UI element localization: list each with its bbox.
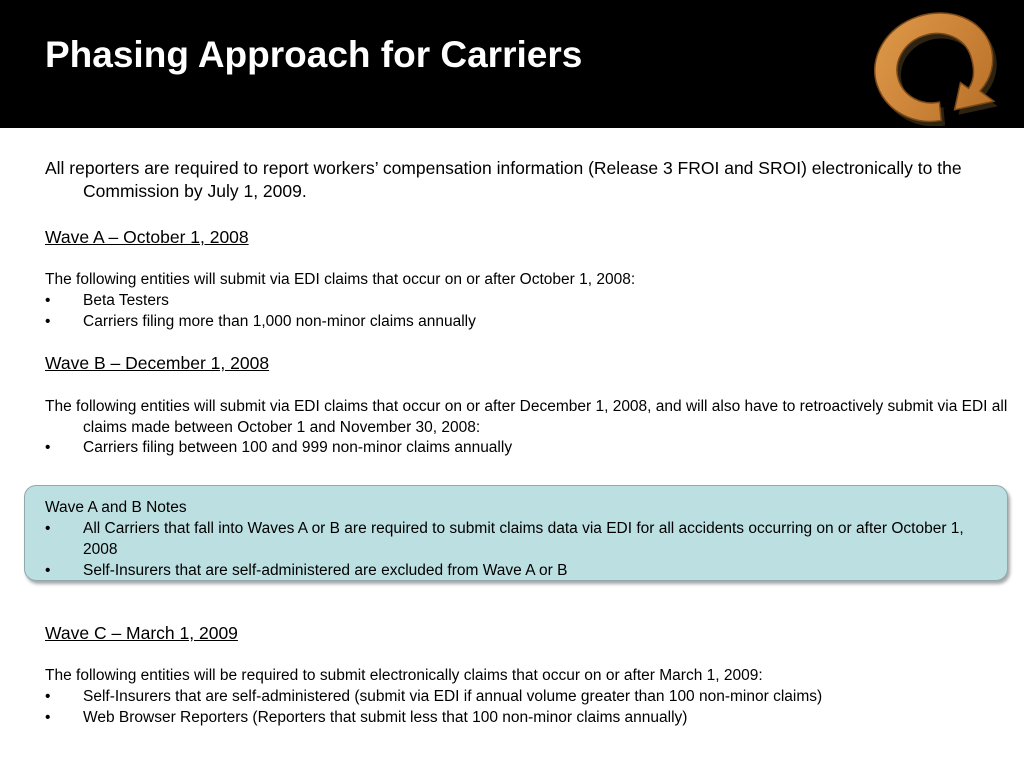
bullet-icon: • — [45, 709, 51, 726]
list-item: Web Browser Reporters (Reporters that submit less that 100 non-minor claims annually) — [83, 709, 688, 726]
wave-c-description: The following entities will be required to submit electronically claims that occur on or after March 1, 2009: — [45, 667, 763, 684]
list-item: All Carriers that fall into Waves A or B are required to submit claims data via EDI for all accidents occurring on or after October 1, 2008 — [83, 520, 964, 558]
bullet-icon: • — [45, 688, 51, 705]
bullet-icon: • — [45, 520, 51, 537]
list-item: Self-Insurers that are self-administered (submit via EDI if annual volume greater than 100 non-minor claims) — [83, 688, 823, 705]
bullet-icon: • — [45, 292, 51, 309]
bullet-icon: • — [45, 313, 51, 330]
bullet-icon: • — [45, 439, 51, 456]
notes-bullet-2 — [45, 560, 980, 581]
wave-a-bullet-1 — [45, 290, 980, 311]
header-bar — [0, 0, 1024, 128]
list-item: Carriers filing more than 1,000 non-minor claims annually — [83, 313, 476, 330]
wave-a-heading: Wave A – October 1, 2008 — [45, 227, 249, 247]
wave-b-heading: Wave B – December 1, 2008 — [45, 353, 270, 373]
wave-c-heading: Wave C – March 1, 2009 — [45, 623, 238, 643]
notes-title: Wave A and B Notes — [45, 499, 187, 516]
notes-bullet-1 — [45, 518, 980, 560]
list-item: Beta Testers — [83, 292, 169, 309]
wave-b-bullet-1 — [45, 437, 980, 458]
intro-paragraph: All reporters are required to report workers’ compensation information (Release 3 FROI and SROI) electronically to the Commission by July 1, 2009. — [45, 158, 962, 201]
list-item: Self-Insurers that are self-administered are excluded from Wave A or B — [83, 562, 568, 579]
page-title: Phasing Approach for Carriers — [45, 34, 583, 75]
circular-arrow-logo-icon — [862, 6, 1008, 126]
wave-a-bullet-2 — [45, 311, 980, 332]
wave-c-bullet-2 — [45, 707, 980, 728]
bullet-icon: • — [45, 562, 51, 579]
wave-c-bullet-1 — [45, 686, 980, 707]
list-item: Carriers filing between 100 and 999 non-minor claims annually — [83, 439, 513, 456]
wave-a-description: The following entities will submit via EDI claims that occur on or after October 1, 2008: — [45, 271, 636, 288]
wave-b-description: The following entities will submit via EDI claims that occur on or after December 1, 2008, and will also have to retroactively submit via EDI all claims made between October 1 and November 30, 2008: — [45, 398, 1008, 436]
